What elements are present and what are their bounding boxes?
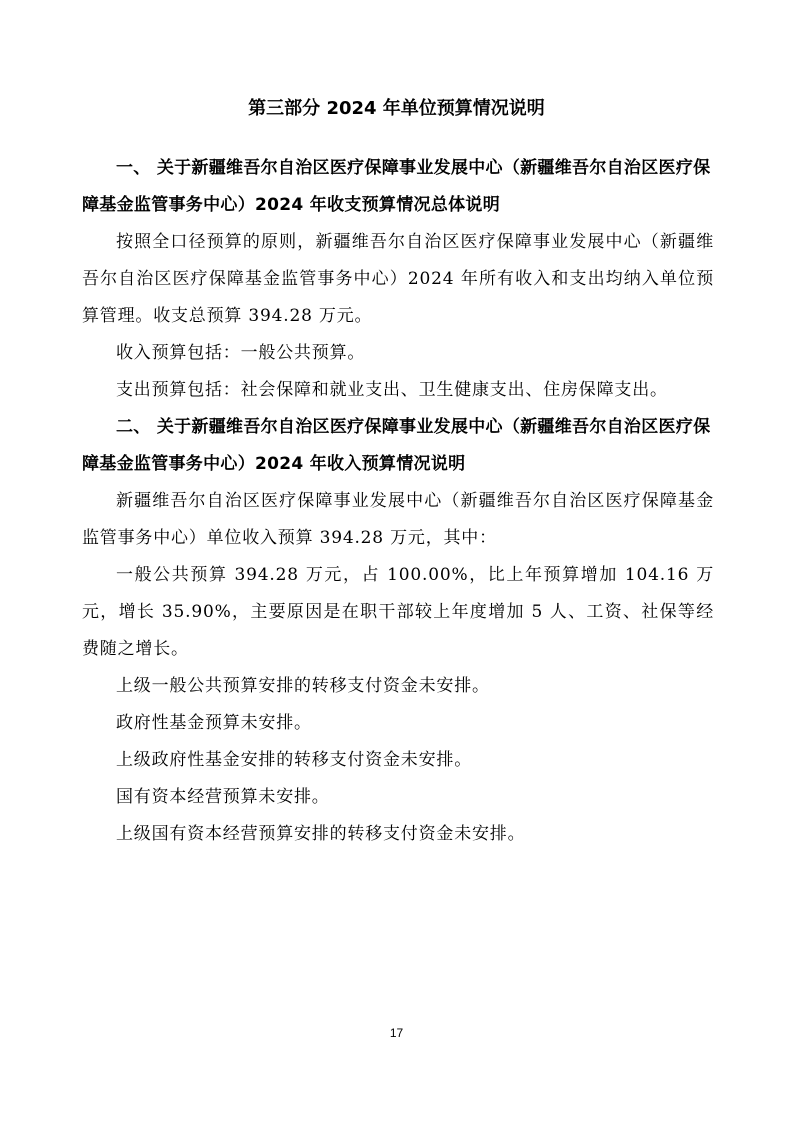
- section-2-paragraph-3: 上级一般公共预算安排的转移支付资金未安排。: [116, 676, 490, 696]
- section-2-paragraph-7: 上级国有资本经营预算安排的转移支付资金未安排。: [116, 824, 526, 844]
- section-2-paragraph-1: 新疆维吾尔自治区医疗保障事业发展中心（新疆维吾尔自治区医疗保障基金监管事务中心）单位收入预算 394.28 万元，其中：: [82, 491, 714, 548]
- section-1-paragraph-2: 收入预算包括：一般公共预算。: [116, 343, 366, 363]
- section-2-paragraph-2: 一般公共预算 394.28 万元，占 100.00%，比上年预算增加 104.16 万元，增长 35.90%，主要原因是在职干部较上年度增加 5 人、工资、社保等经费随之增长。: [82, 565, 714, 659]
- section-2-paragraph-6: 国有资本经营预算未安排。: [116, 787, 330, 807]
- section-1-paragraph-3: 支出预算包括：社会保障和就业支出、卫生健康支出、住房保障支出。: [116, 380, 668, 400]
- section-2-paragraph-4: 政府性基金预算未安排。: [116, 713, 312, 733]
- section-1-paragraph-1: 按照全口径预算的原则，新疆维吾尔自治区医疗保障事业发展中心（新疆维吾尔自治区医疗保障基金监管事务中心）2024 年所有收入和支出均纳入单位预算管理。收支总预算 394.28 万元。: [82, 232, 714, 326]
- page-title: 第三部分 2024 年单位预算情况说明: [248, 98, 545, 119]
- section-2-heading: 二、 关于新疆维吾尔自治区医疗保障事业发展中心（新疆维吾尔自治区医疗保障基金监管事务中心）2024 年收入预算情况说明: [82, 417, 711, 474]
- page-number: 17: [389, 1026, 404, 1040]
- section-2-paragraph-5: 上级政府性基金安排的转移支付资金未安排。: [116, 750, 472, 770]
- section-1-heading: 一、 关于新疆维吾尔自治区医疗保障事业发展中心（新疆维吾尔自治区医疗保障基金监管事务中心）2024 年收支预算情况总体说明: [82, 158, 711, 215]
